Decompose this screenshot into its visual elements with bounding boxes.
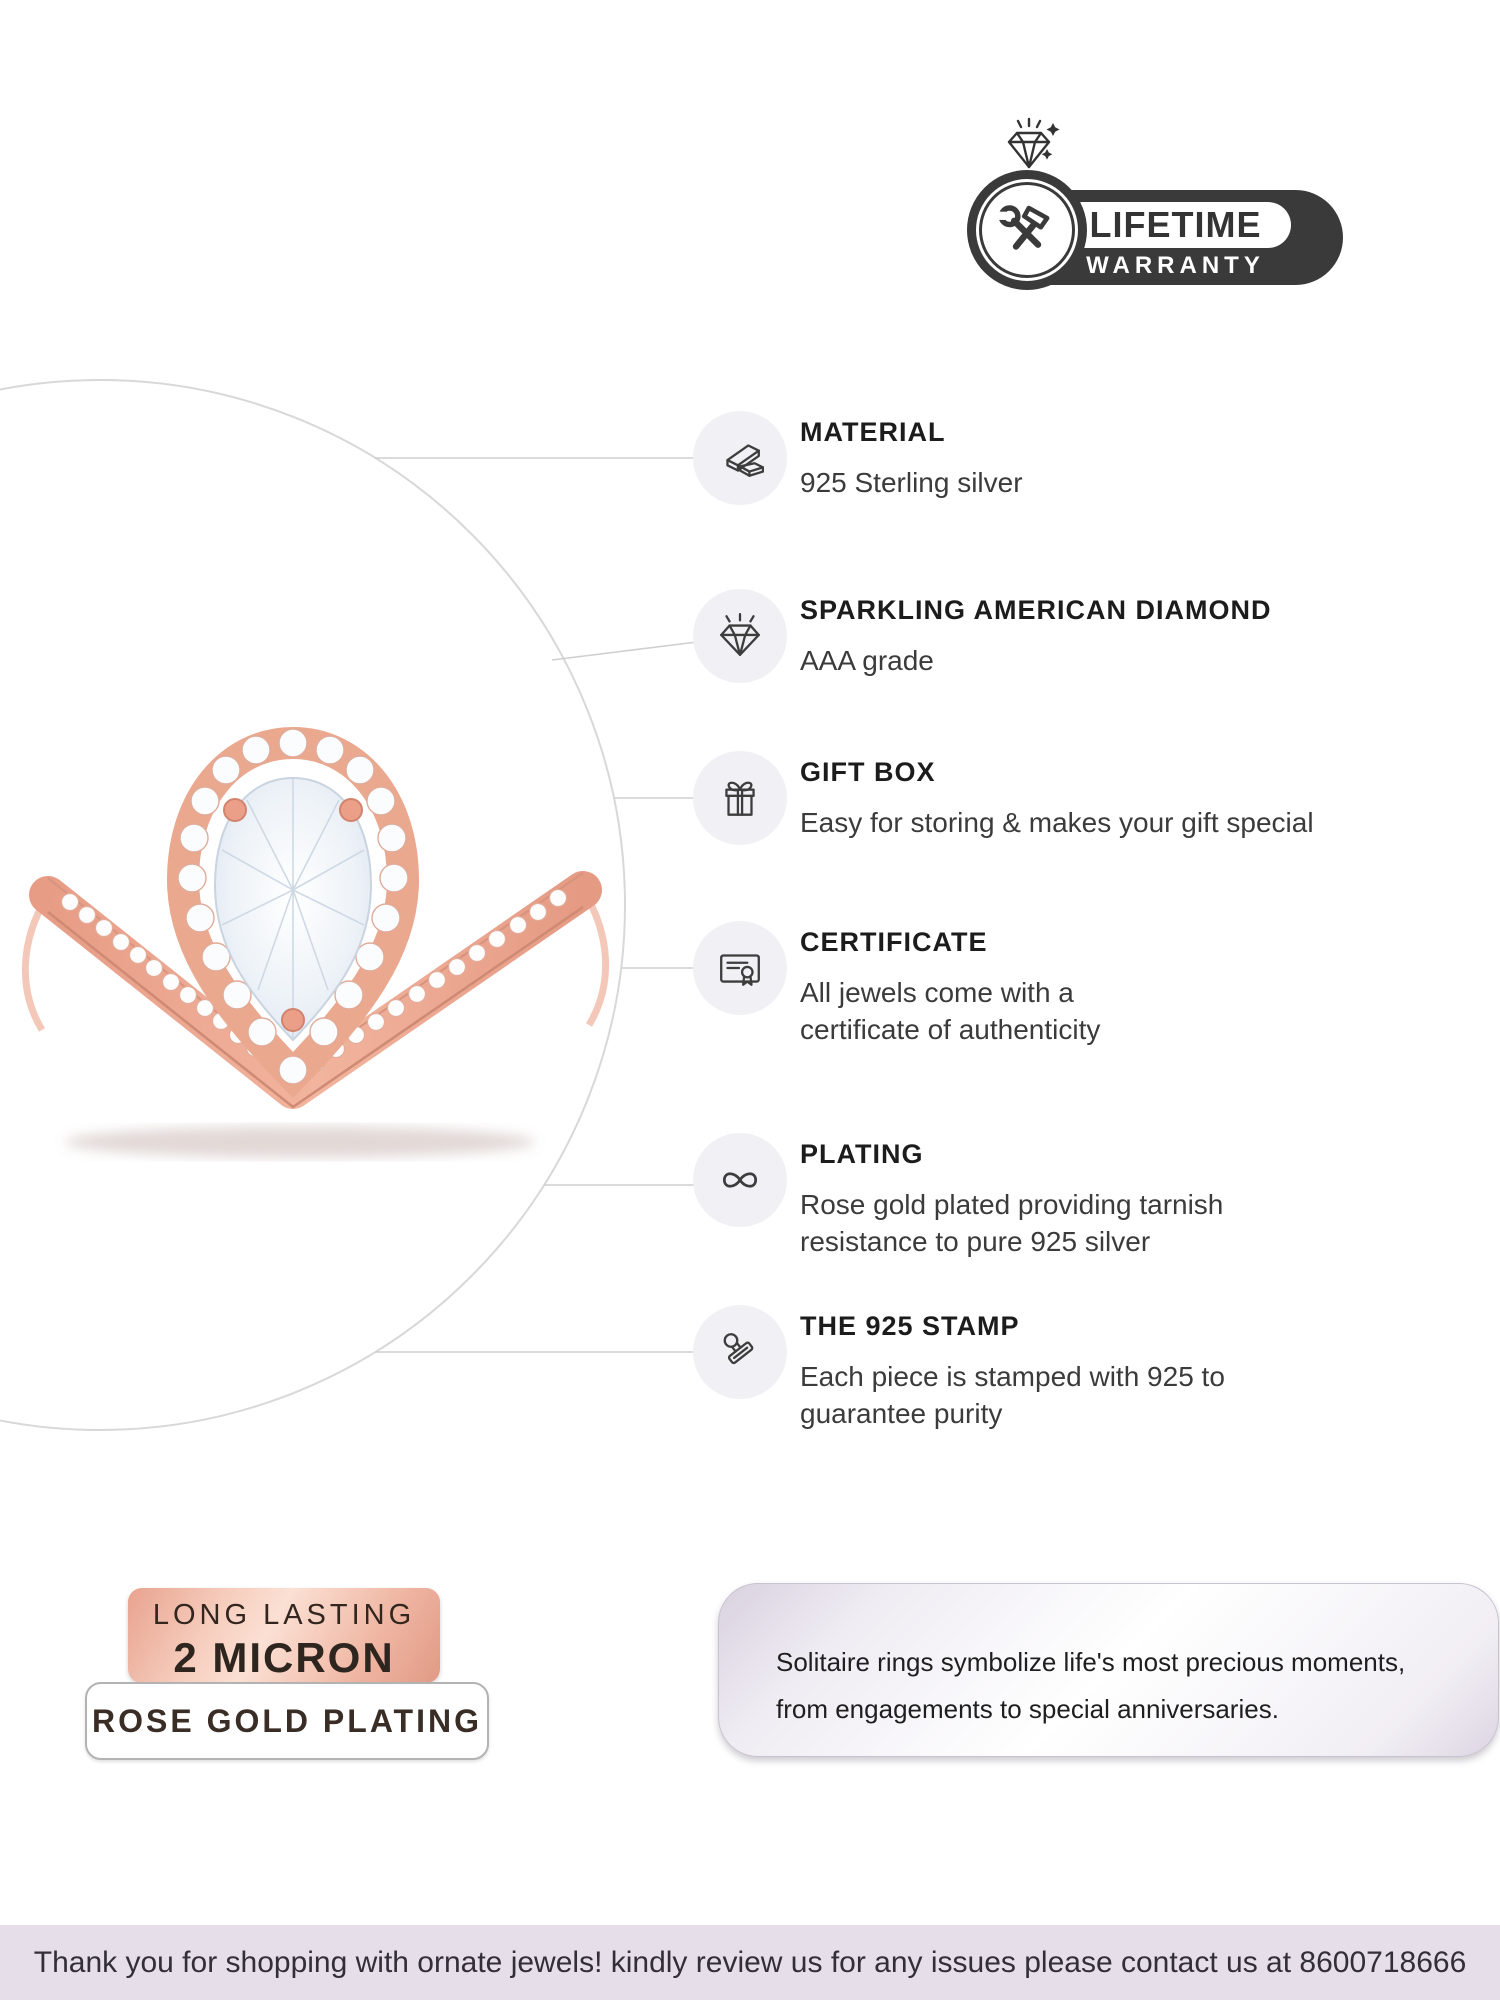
feature-description: Easy for storing & makes your gift special [800,807,1314,838]
feature-description: Rose gold plated providing tarnish resistance to pure 925 silver [800,1189,1224,1257]
gift-box-icon [693,751,787,845]
feature-description: AAA grade [800,645,934,676]
warranty-badge [950,95,1370,315]
micron-badge-line2: 2 MICRON [173,1634,395,1681]
repair-tools-icon [967,170,1087,290]
gold-bars-icon [693,411,787,505]
feature-certificate [693,921,1453,1091]
feature-title: THE 925 STAMP [800,1311,1020,1341]
feature-material [693,411,1453,581]
feature-title: MATERIAL [800,417,946,447]
footer-bar [0,1925,1500,2000]
micron-badge-line1: LONG LASTING [152,1599,416,1631]
footer-message: Thank you for shopping with ornate jewels! kindly review us for any issues please contact us at 8600718666 [33,1945,1467,1979]
feature-title: GIFT BOX [800,757,936,787]
warranty-title: LIFETIME [1089,204,1262,245]
feature-title: SPARKLING AMERICAN DIAMOND [800,595,1272,625]
feature-plating [693,1133,1453,1303]
feature-description: 925 Sterling silver [800,467,1023,498]
product-ring-image [0,690,640,1180]
feature-925-stamp [693,1305,1453,1475]
warranty-subtitle: WARRANTY [1086,252,1265,279]
stamp-icon [693,1305,787,1399]
feature-title: PLATING [800,1139,924,1169]
feature-diamond [693,589,1453,759]
certificate-icon [693,921,787,1015]
solitaire-note-text: Solitaire rings symbolize life's most precious moments, from engagements to special anniversaries. [776,1647,1406,1724]
feature-description: All jewels come with a certificate of authenticity [800,977,1101,1045]
warranty-badge-title-band [1060,202,1291,248]
solitaire-note-box [718,1583,1499,1757]
rose-gold-plating-label: ROSE GOLD PLATING [92,1702,482,1739]
feature-gift-box [693,751,1453,921]
infinity-icon [693,1133,787,1227]
diamond-ring-sparkle-icon [995,117,1065,177]
feature-description: Each piece is stamped with 925 to guarantee purity [800,1361,1225,1429]
feature-title: CERTIFICATE [800,927,988,957]
rose-gold-plating-box [85,1682,489,1760]
diamond-icon [693,589,787,683]
micron-badge [128,1588,440,1683]
